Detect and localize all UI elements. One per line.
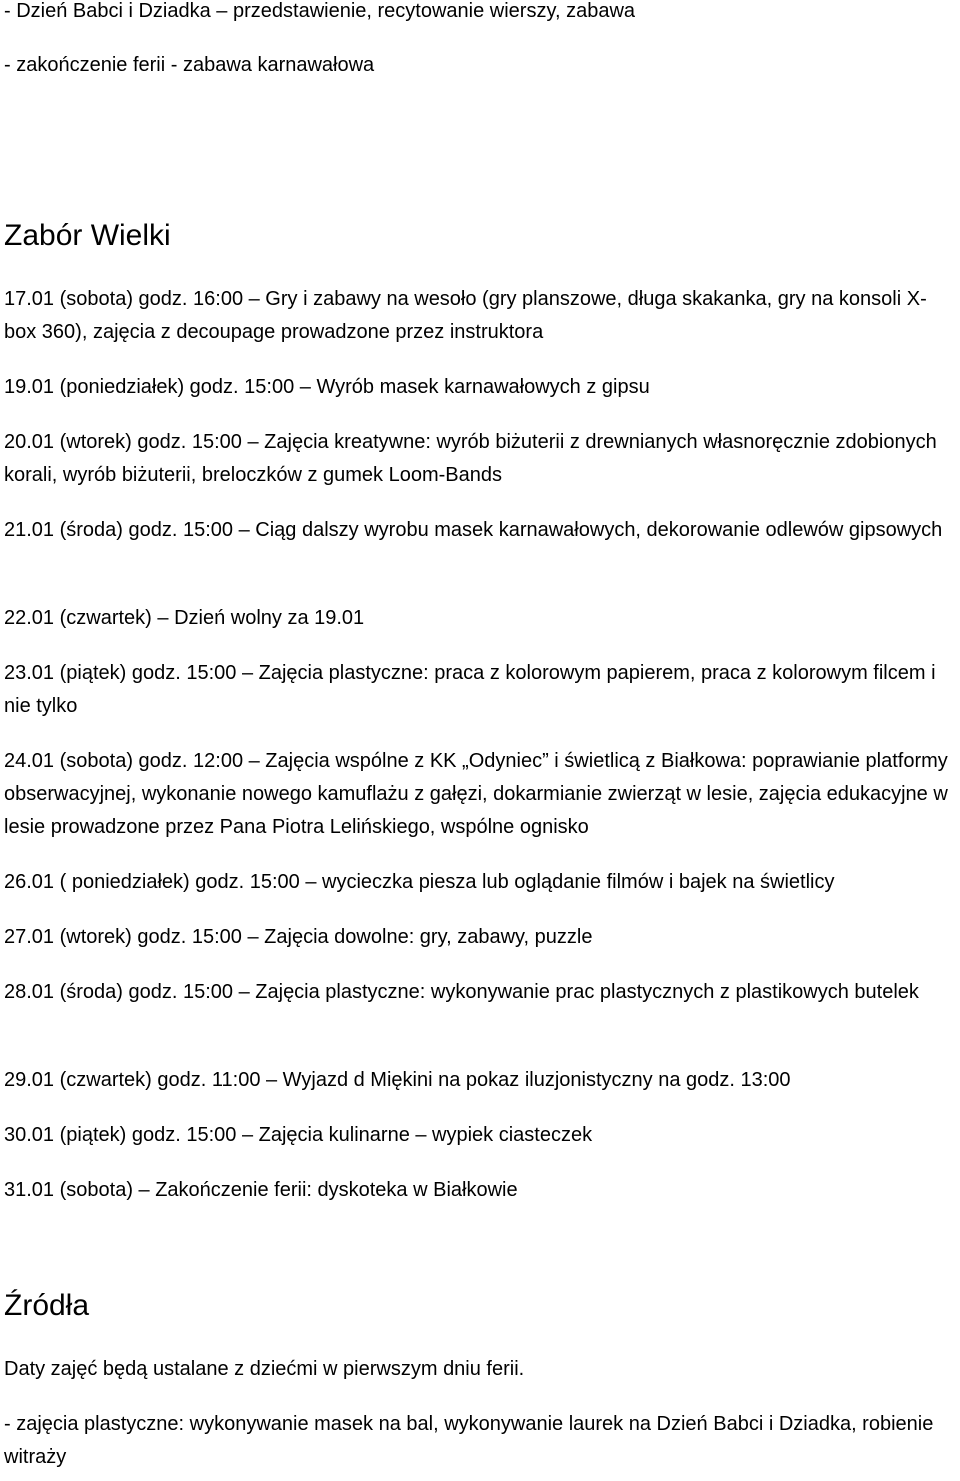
schedule-entry: 24.01 (sobota) godz. 12:00 – Zajęcia wspólne z KK „Odyniec” i świetlicą z Białkowa: poprawianie platformy obserwacyjnej, wykonanie nowego kamuflażu z gałęzi, dokarmianie zwierząt w lesie, zajęcia edukacyjne w lesie prowadzone przez Pana Piotra Lelińskiego, wspólne ognisko — [4, 750, 948, 838]
section-heading-zabor: Zabór Wielki — [4, 219, 171, 252]
schedule-entry: 31.01 (sobota) – Zakończenie ferii: dyskoteka w Białkowie — [4, 1179, 518, 1201]
schedule-entry: 30.01 (piątek) godz. 15:00 – Zajęcia kulinarne – wypiek ciasteczek — [4, 1124, 593, 1146]
schedule-entry: 21.01 (środa) godz. 15:00 – Ciąg dalszy wyrobu masek karnawałowych, dekorowanie odlewów gipsowych — [4, 519, 943, 541]
section-heading-zrodla: Źródła — [4, 1289, 90, 1322]
schedule-entry: 27.01 (wtorek) godz. 15:00 – Zajęcia dowolne: gry, zabawy, puzzle — [4, 926, 593, 948]
schedule-entry: 28.01 (środa) godz. 15:00 – Zajęcia plastyczne: wykonywanie prac plastycznych z plastikowych butelek — [4, 981, 919, 1003]
intro-line: - Dzień Babci i Dziadka – przedstawienie, recytowanie wierszy, zabawa — [4, 0, 636, 22]
intro-line: - zakończenie ferii - zabawa karnawałowa — [4, 54, 375, 76]
schedule-entry: 26.01 ( poniedziałek) godz. 15:00 – wycieczka piesza lub oglądanie filmów i bajek na świetlicy — [4, 871, 835, 893]
schedule-entry: 20.01 (wtorek) godz. 15:00 – Zajęcia kreatywne: wyrób biżuterii z drewnianych własnoręcznie zdobionych korali, wyrób biżuterii, breloczków z gumek Loom-Bands — [4, 431, 937, 486]
schedule-entry: 23.01 (piątek) godz. 15:00 – Zajęcia plastyczne: praca z kolorowym papierem, praca z kolorowym filcem i nie tylko — [4, 662, 936, 717]
schedule-entry: 29.01 (czwartek) godz. 11:00 – Wyjazd d Miękini na pokaz iluzjonistyczny na godz. 13:00 — [4, 1069, 791, 1091]
schedule-entry: 17.01 (sobota) godz. 16:00 – Gry i zabawy na wesoło (gry planszowe, długa skakanka, gry na konsoli X-box 360), zajęcia z decoupage prowadzone przez instruktora — [4, 288, 927, 343]
schedule-entry: 22.01 (czwartek) – Dzień wolny za 19.01 — [4, 607, 365, 629]
source-line: - zajęcia plastyczne: wykonywanie masek na bal, wykonywanie laurek na Dzień Babci i Dziadka, robienie witraży — [4, 1413, 934, 1468]
schedule-entry: 19.01 (poniedziałek) godz. 15:00 – Wyrób masek karnawałowych z gipsu — [4, 376, 650, 398]
source-line: Daty zajęć będą ustalane z dziećmi w pierwszym dniu ferii. — [4, 1358, 525, 1380]
